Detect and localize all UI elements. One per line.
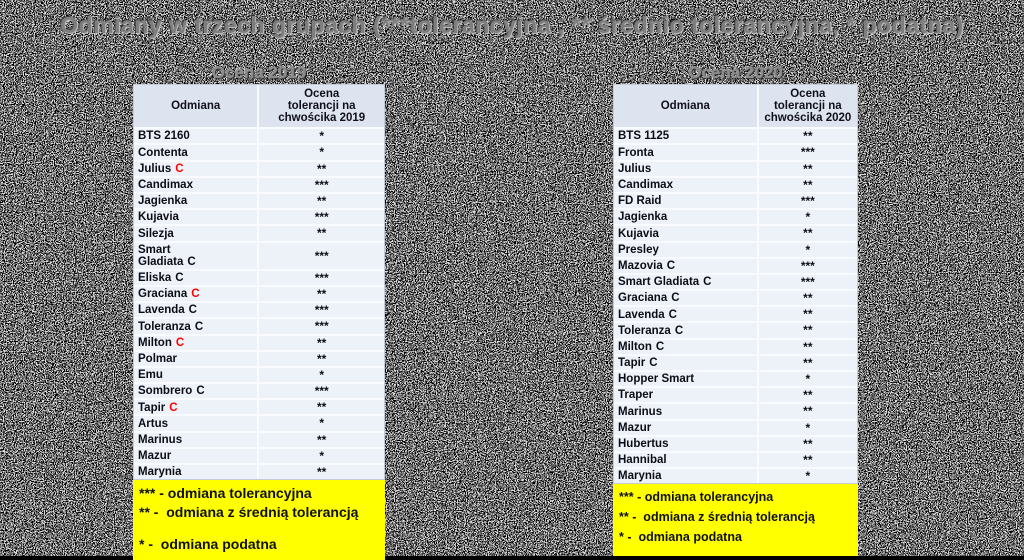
variety-name-cell	[614, 370, 757, 386]
table-row	[134, 334, 384, 350]
rating-stars: **	[757, 305, 857, 321]
variety-name-cell	[614, 419, 757, 435]
table-row	[134, 317, 384, 333]
table-row	[134, 241, 384, 269]
variety-name: Polmar	[138, 352, 177, 365]
rating-stars: **	[757, 451, 857, 467]
variety-name-cell	[134, 269, 257, 285]
variety-name-cell	[614, 224, 757, 240]
table-row	[614, 127, 857, 143]
table-row	[614, 289, 857, 305]
variety-name-cell	[614, 176, 757, 192]
ocena-2019-section	[133, 63, 385, 560]
variety-name: Contenta	[138, 146, 188, 159]
variety-name: Marinus	[618, 405, 663, 418]
table-row	[614, 370, 857, 386]
variety-name: Sombrero	[138, 385, 193, 398]
rating-stars: ***	[757, 257, 857, 273]
variety-name: Toleranza	[618, 324, 671, 337]
variety-name-cell	[134, 241, 257, 269]
variety-name-cell	[614, 467, 757, 483]
variety-name: Tapir	[618, 357, 646, 370]
variety-name: Mazur	[618, 421, 652, 434]
variety-name-cell	[614, 305, 757, 321]
rating-stars: **	[757, 224, 857, 240]
variety-name: Candimax	[618, 179, 673, 192]
table-row	[134, 398, 384, 414]
variety-c-suffix: C	[187, 256, 196, 269]
column-header-rating: Ocena tolerancji na chwościka 2019	[257, 85, 384, 127]
table-row	[614, 143, 857, 159]
variety-name-cell	[134, 285, 257, 301]
table-row	[134, 431, 384, 447]
table-row	[134, 160, 384, 176]
variety-name-cell	[134, 350, 257, 366]
variety-name-cell	[614, 143, 757, 159]
rating-stars: **	[257, 334, 384, 350]
variety-name: Graciana	[138, 288, 188, 301]
variety-name-cell	[614, 386, 757, 402]
variety-c-suffix: C	[169, 401, 178, 414]
legend-line: ** - odmiana z średnią tolerancją	[139, 503, 359, 520]
rating-stars: **	[757, 127, 857, 143]
rating-stars: **	[757, 386, 857, 402]
rating-stars: ***	[757, 143, 857, 159]
variety-name: Kujavia	[618, 227, 659, 240]
rating-stars: *	[257, 447, 384, 463]
rating-stars: **	[757, 289, 857, 305]
variety-name-cell	[614, 354, 757, 370]
page-title: Odmiany w trzech grupach (***tolerancyjna , ** średnio tolerancyjna, * podatna)	[60, 12, 964, 38]
rating-stars: *	[757, 419, 857, 435]
table-row	[614, 321, 857, 337]
variety-name: Graciana	[618, 292, 668, 305]
table-row	[614, 273, 857, 289]
variety-name-cell	[614, 273, 757, 289]
variety-name: Hannibal	[618, 454, 667, 467]
legend-line: * - odmiana podatna	[619, 529, 742, 544]
column-header-variety: Odmiana	[614, 85, 757, 127]
variety-name-cell	[614, 321, 757, 337]
rating-stars: **	[757, 338, 857, 354]
variety-name-cell	[614, 241, 757, 257]
variety-name-cell	[134, 431, 257, 447]
table-caption-2019: Ocena 2019	[211, 63, 307, 82]
variety-name: Kujavia	[138, 211, 179, 224]
table-row	[614, 224, 857, 240]
table-row	[134, 208, 384, 224]
table-row	[134, 143, 384, 159]
table-row	[614, 402, 857, 418]
rating-stars: **	[257, 160, 384, 176]
variety-name: Milton	[618, 340, 652, 353]
variety-name: Julius	[138, 162, 172, 175]
rating-stars: **	[257, 192, 384, 208]
rating-stars: **	[757, 354, 857, 370]
variety-name-cell	[614, 451, 757, 467]
variety-name: Candimax	[138, 179, 193, 192]
rating-stars: **	[757, 160, 857, 176]
variety-name: Milton	[138, 336, 172, 349]
variety-name-cell	[614, 192, 757, 208]
variety-c-suffix: C	[671, 292, 680, 305]
legend-line: ** - odmiana z średnią tolerancją	[619, 510, 815, 525]
rating-stars: **	[257, 431, 384, 447]
table-header-row	[614, 85, 857, 127]
variety-name-cell	[134, 382, 257, 398]
variety-name: Fronta	[618, 146, 654, 159]
legend-line: *** - odmiana tolerancyjna	[619, 490, 774, 505]
table-row	[614, 451, 857, 467]
table-row	[614, 241, 857, 257]
variety-name: Smart Gladiata	[138, 243, 184, 269]
variety-name: Hubertus	[618, 438, 669, 451]
table-row	[134, 447, 384, 463]
rating-stars: **	[757, 435, 857, 451]
table-row	[134, 192, 384, 208]
variety-name-cell	[614, 127, 757, 143]
table-row	[134, 127, 384, 143]
variety-name-cell	[134, 414, 257, 430]
variety-name: Lavenda	[618, 308, 665, 321]
variety-name: Traper	[618, 389, 654, 402]
variety-c-suffix: C	[668, 308, 677, 321]
table-row	[134, 301, 384, 317]
rating-stars: ***	[257, 301, 384, 317]
variety-name: Silezja	[138, 227, 174, 240]
table-caption-2020: Ocena 2020	[688, 63, 783, 82]
variety-name-cell	[614, 160, 757, 176]
rating-stars: *	[257, 127, 384, 143]
variety-name-cell	[614, 257, 757, 273]
rating-stars: ***	[257, 317, 384, 333]
rating-stars: **	[257, 350, 384, 366]
variety-name: Emu	[138, 369, 163, 382]
table-row	[614, 354, 857, 370]
variety-name: Mazur	[138, 450, 172, 463]
variety-name-cell	[614, 402, 757, 418]
variety-name-cell	[134, 317, 257, 333]
variety-name-cell	[614, 435, 757, 451]
table-row	[614, 192, 857, 208]
variety-name-cell	[134, 143, 257, 159]
table-row	[134, 463, 384, 479]
legend-line: *** - odmiana tolerancyjna	[139, 485, 312, 502]
variety-name: Artus	[138, 417, 169, 430]
variety-name: Julius	[618, 162, 652, 175]
variety-name: Marinus	[138, 433, 183, 446]
variety-name: Lavenda	[138, 304, 185, 317]
table-row	[614, 160, 857, 176]
table-row	[134, 285, 384, 301]
variety-name-cell	[614, 208, 757, 224]
table-row	[134, 269, 384, 285]
variety-c-suffix: C	[194, 320, 204, 333]
table-row	[134, 366, 384, 382]
varieties-table-2019	[133, 84, 385, 480]
column-header-rating: Ocena tolerancji na chwościka 2020	[757, 85, 857, 127]
variety-name: Jagienka	[138, 195, 188, 208]
table-row	[614, 419, 857, 435]
variety-name-cell	[134, 334, 257, 350]
rating-stars: *	[757, 467, 857, 483]
variety-c-suffix: C	[674, 324, 684, 337]
rating-stars: ***	[257, 208, 384, 224]
table-header-row	[134, 85, 384, 127]
ocena-2020-section	[613, 63, 858, 556]
column-header-variety: Odmiana	[134, 85, 257, 127]
variety-name: BTS 2160	[138, 130, 190, 143]
variety-name-cell	[134, 398, 257, 414]
variety-name-cell	[134, 127, 257, 143]
variety-name: Eliska	[138, 272, 172, 285]
variety-name-cell	[614, 338, 757, 354]
variety-name-cell	[134, 366, 257, 382]
table-body-2020	[614, 127, 857, 483]
variety-name: Presley	[618, 243, 659, 256]
table-row	[614, 467, 857, 483]
table-row	[134, 350, 384, 366]
table-row	[614, 338, 857, 354]
rating-stars: *	[257, 143, 384, 159]
rating-stars: ***	[757, 192, 857, 208]
table-row	[134, 382, 384, 398]
table-row	[134, 414, 384, 430]
rating-stars: ***	[257, 176, 384, 192]
variety-name: Jagienka	[618, 211, 668, 224]
rating-stars: *	[257, 366, 384, 382]
varieties-table-2020	[613, 84, 858, 484]
variety-name-cell	[134, 192, 257, 208]
variety-c-suffix: C	[196, 385, 205, 398]
legend-2019	[133, 480, 385, 560]
variety-name: Marynia	[618, 470, 662, 483]
variety-name-cell	[134, 447, 257, 463]
rating-stars: *	[757, 208, 857, 224]
variety-name-cell	[614, 289, 757, 305]
legend-2020	[613, 484, 858, 555]
table-row	[614, 386, 857, 402]
table-row	[614, 176, 857, 192]
rating-stars: **	[757, 176, 857, 192]
variety-name: Mazovia	[618, 259, 663, 272]
variety-name: BTS 1125	[618, 130, 670, 143]
legend-line: * - odmiana podatna	[139, 536, 277, 552]
rating-stars: **	[257, 463, 384, 479]
table-row	[134, 224, 384, 240]
variety-c-suffix: C	[666, 259, 676, 272]
rating-stars: *	[757, 370, 857, 386]
variety-name-cell	[134, 463, 257, 479]
variety-c-suffix: C	[175, 272, 184, 285]
variety-name-cell	[134, 208, 257, 224]
variety-c-suffix: C	[191, 288, 200, 301]
variety-name: FD Raid	[618, 195, 662, 208]
rating-stars: **	[757, 402, 857, 418]
variety-c-suffix: C	[655, 340, 665, 353]
variety-c-suffix: C	[175, 336, 185, 349]
variety-name-cell	[134, 224, 257, 240]
variety-name: Hopper Smart	[618, 373, 695, 386]
variety-name: Toleranza	[138, 320, 191, 333]
variety-c-suffix: C	[703, 276, 712, 289]
table-body-2019	[134, 127, 384, 479]
rating-stars: ***	[257, 269, 384, 285]
rating-stars: **	[257, 398, 384, 414]
rating-stars: ***	[257, 241, 384, 269]
rating-stars: *	[257, 414, 384, 430]
table-row	[614, 208, 857, 224]
variety-name: Marynia	[138, 466, 182, 479]
rating-stars: **	[257, 224, 384, 240]
variety-name: Smart Gladiata	[618, 276, 700, 289]
variety-name-cell	[134, 160, 257, 176]
variety-c-suffix: C	[175, 162, 184, 175]
rating-stars: ***	[757, 273, 857, 289]
variety-c-suffix: C	[649, 357, 658, 370]
rating-stars: *	[757, 241, 857, 257]
rating-stars: **	[757, 321, 857, 337]
rating-stars: ***	[257, 382, 384, 398]
variety-name: Tapir	[138, 401, 166, 414]
table-row	[614, 257, 857, 273]
variety-c-suffix: C	[188, 304, 197, 317]
rating-stars: **	[257, 285, 384, 301]
table-row	[134, 176, 384, 192]
table-row	[614, 305, 857, 321]
table-row	[614, 435, 857, 451]
variety-name-cell	[134, 176, 257, 192]
variety-name-cell	[134, 301, 257, 317]
